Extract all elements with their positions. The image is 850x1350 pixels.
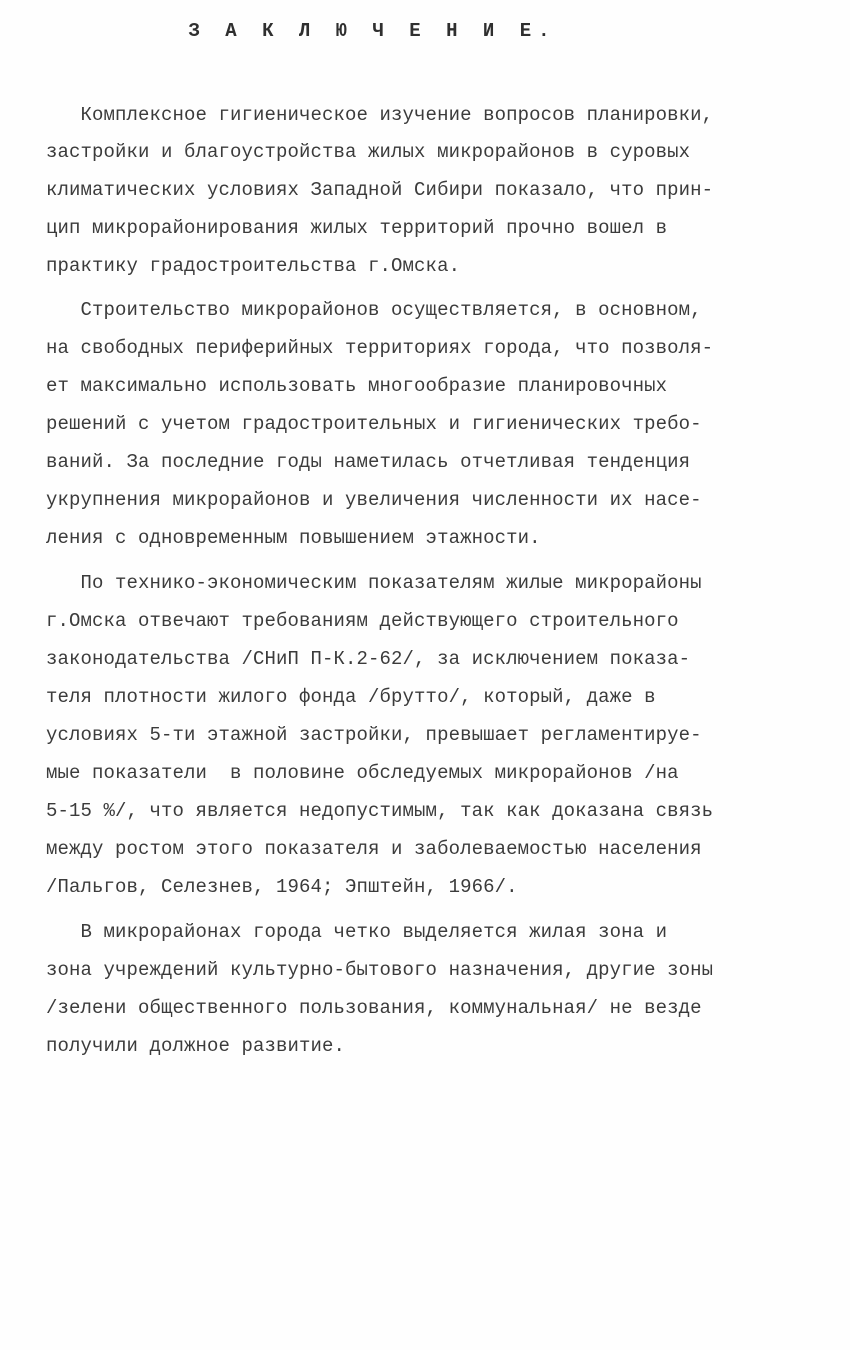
text-line: /зелени общественного пользования, коммунальная/ не везде bbox=[46, 997, 702, 1019]
text-line: практику градостроительства г.Омска. bbox=[46, 255, 461, 277]
document-title: З А К Л Ю Ч Е Н И Е. bbox=[188, 20, 557, 42]
text-line: В микрорайонах города четко выделяется жилая зона и bbox=[46, 921, 668, 943]
text-line: на свободных периферийных территориях города, что позволя- bbox=[46, 337, 714, 359]
text-line: между ростом этого показателя и заболеваемостью населения bbox=[46, 838, 702, 860]
text-line: условиях 5-ти этажной застройки, превышает регламентируе- bbox=[46, 724, 702, 746]
text-line: По технико-экономическим показателям жилые микрорайоны bbox=[46, 572, 702, 594]
text-line: зона учреждений культурно-бытового назначения, другие зоны bbox=[46, 959, 714, 981]
text-line: законодательства /СНиП П-К.2-62/, за исключением показа- bbox=[46, 648, 691, 670]
text-line: цип микрорайонирования жилых территорий прочно вошел в bbox=[46, 217, 668, 239]
text-line: ления с одновременным повышением этажности. bbox=[46, 527, 541, 549]
text-line: климатических условиях Западной Сибири показало, что прин- bbox=[46, 179, 714, 201]
text-line: получили должное развитие. bbox=[46, 1035, 346, 1057]
text-line: укрупнения микрорайонов и увеличения численности их насе- bbox=[46, 489, 702, 511]
text-line: мые показатели в половине обследуемых микрорайонов /на bbox=[46, 762, 679, 784]
text-line: г.Омска отвечают требованиям действующего строительного bbox=[46, 610, 679, 632]
text-line: Комплексное гигиеническое изучение вопросов планировки, bbox=[46, 104, 714, 126]
text-line: решений с учетом градостроительных и гигиенических требо- bbox=[46, 413, 702, 435]
text-line: /Пальгов, Селезнев, 1964; Эпштейн, 1966/. bbox=[46, 876, 518, 898]
text-line: застройки и благоустройства жилых микрорайонов в суровых bbox=[46, 141, 691, 163]
text-line: ет максимально использовать многообразие планировочных bbox=[46, 375, 668, 397]
text-line: 5-15 %/, что является недопустимым, так как доказана связь bbox=[46, 800, 714, 822]
text-line: теля плотности жилого фонда /брутто/, который, даже в bbox=[46, 686, 656, 708]
text-line: ваний. За последние годы наметилась отчетливая тенденция bbox=[46, 451, 691, 473]
text-line: Строительство микрорайонов осуществляется, в основном, bbox=[46, 299, 702, 321]
